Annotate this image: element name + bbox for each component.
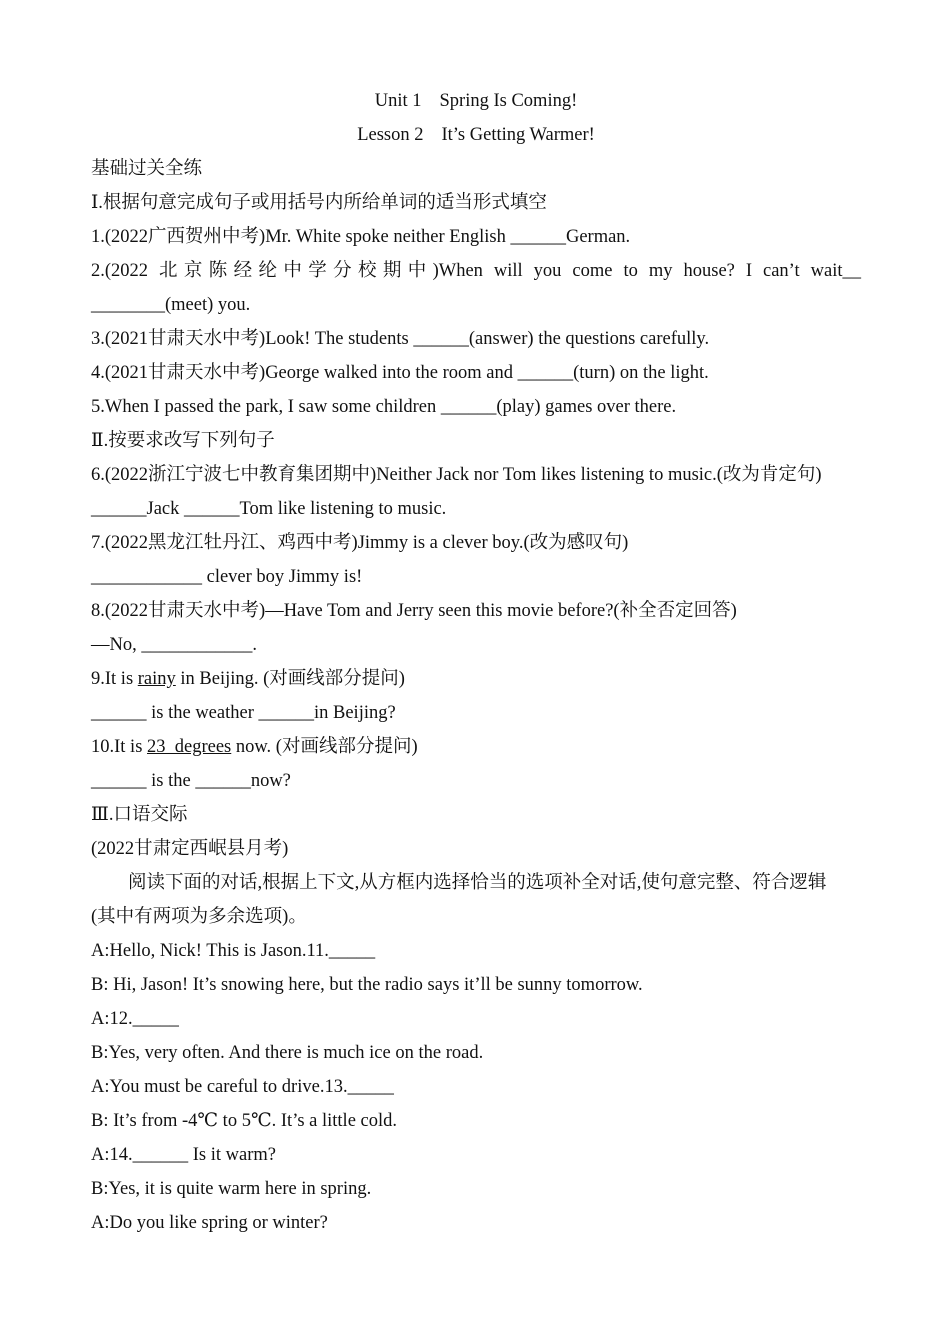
lesson-name: It’s Getting Warmer!	[441, 125, 595, 145]
dialogue-line: B:Yes, it is quite warm here in spring.	[91, 1179, 372, 1199]
lesson-title	[91, 118, 861, 152]
dialogue-line: A:12._____	[91, 1009, 179, 1029]
question-5: 5.When I passed the park, I saw some children ______(play) games over there.	[91, 397, 677, 417]
instruction-line-1: 阅读下面的对话,根据上下文,从方框内选择恰当的选项补全对话,使句意完整、符合逻辑	[128, 873, 827, 893]
unit-title	[91, 84, 861, 118]
question-7: 7.(2022黑龙江牡丹江、鸡西中考)Jimmy is a clever boy.(改为感叹句)	[91, 533, 629, 553]
practice-title: 基础过关全练	[91, 159, 203, 179]
answer-9: ______ is the weather ______in Beijing?	[91, 703, 396, 723]
answer-7: ____________ clever boy Jimmy is!	[91, 567, 363, 587]
question-10-underlined: 23 degrees	[147, 737, 232, 757]
question-9-prefix: 9.It is	[91, 669, 138, 689]
dialogue-line: A:Hello, Nick! This is Jason.11._____	[91, 941, 376, 961]
answer-6: ______Jack ______Tom like listening to music.	[91, 499, 447, 519]
question-4: 4.(2021甘肃天水中考)George walked into the room and ______(turn) on the light.	[91, 363, 709, 383]
lesson-number: Lesson 2	[357, 125, 424, 145]
question-1: 1.(2022广西贺州中考)Mr. White spoke neither English ______German.	[91, 227, 631, 247]
answer-8: —No, ____________.	[91, 635, 257, 655]
dialogue-line: A:You must be careful to drive.13._____	[91, 1077, 394, 1097]
dialogue-line: B:Yes, very often. And there is much ice on the road.	[91, 1043, 484, 1063]
section-3-title: Ⅲ.口语交际	[91, 805, 188, 825]
document-page	[91, 84, 861, 1240]
section-1-title: Ⅰ.根据句意完成句子或用括号内所给单词的适当形式填空	[91, 193, 547, 213]
question-3: 3.(2021甘肃天水中考)Look! The students ______(answer) the questions carefully.	[91, 329, 710, 349]
question-2: 2.(2022 北京陈经纶中学分校期中)When will you come to my house? I can’t wait__	[91, 261, 861, 281]
dialogue-line: B: It’s from -4℃ to 5℃. It’s a little cold.	[91, 1111, 398, 1131]
dialogue-line: B: Hi, Jason! It’s snowing here, but the radio says it’ll be sunny tomorrow.	[91, 975, 643, 995]
question-9	[91, 662, 861, 696]
dialogue-line: A:14.______ Is it warm?	[91, 1145, 276, 1165]
question-8: 8.(2022甘肃天水中考)—Have Tom and Jerry seen this movie before?(补全否定回答)	[91, 601, 737, 621]
dialogue-line: A:Do you like spring or winter?	[91, 1213, 328, 1233]
section-2-title: Ⅱ.按要求改写下列句子	[91, 431, 275, 451]
question-10-prefix: 10.It is	[91, 737, 148, 757]
question-2-continued: ________(meet) you.	[91, 295, 251, 315]
question-6: 6.(2022浙江宁波七中教育集团期中)Neither Jack nor Tom likes listening to music.(改为肯定句)	[91, 465, 822, 485]
question-9-suffix: in Beijing. (对画线部分提问)	[175, 669, 405, 689]
unit-name: Spring Is Coming!	[439, 91, 578, 111]
question-10	[91, 730, 861, 764]
question-10-suffix: now. (对画线部分提问)	[231, 737, 418, 757]
answer-10: ______ is the ______now?	[91, 771, 291, 791]
unit-number: Unit 1	[374, 91, 422, 111]
instruction-line-2: (其中有两项为多余选项)。	[91, 907, 307, 927]
section-3-source: (2022甘肃定西岷县月考)	[91, 839, 289, 859]
question-9-underlined: rainy	[137, 669, 176, 689]
